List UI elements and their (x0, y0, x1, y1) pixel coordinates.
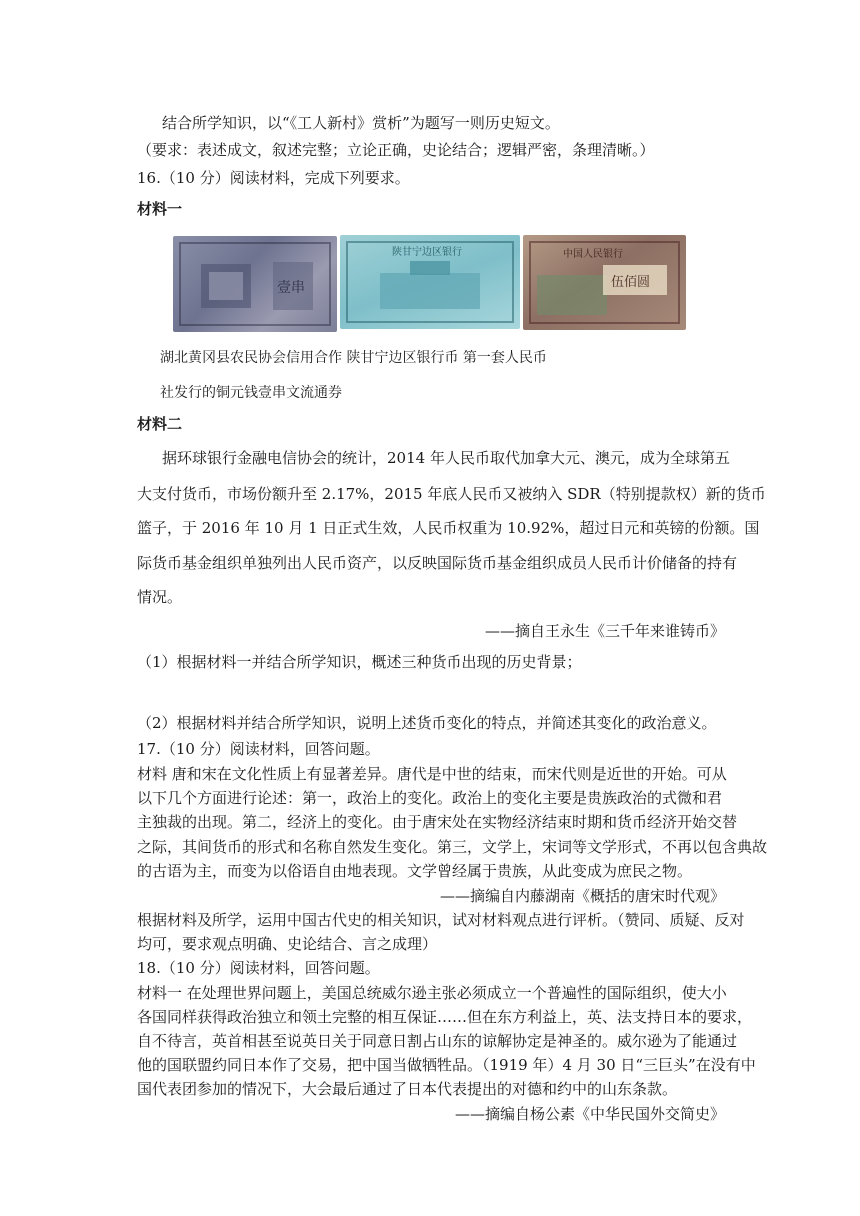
q17-heading: 17.（10 分）阅读材料，回答问题。 (137, 740, 380, 758)
q17-task-line: 均可，要求观点明确、史论结合、言之成理） (137, 935, 438, 953)
q18-material-line: 材料一 在处理世界问题上，美国总统威尔逊主张必须成立一个普遍性的国际组织，使大小 (137, 984, 727, 1002)
q18-material-line: 国代表团参加的情况下，大会最后通过了日本代表提出的对德和约中的山东条款。 (137, 1080, 678, 1098)
banknote-caption-line1: 湖北黄冈县农民协会信用合作 陕甘宁边区银行币 第一套人民币 (160, 350, 547, 366)
q17-material-line: 主独裁的出现。第二，经济上的变化。由于唐宋处在实物经济结束时期和货币经济开始交替 (137, 813, 738, 831)
q17-task-line: 根据材料及所学，运用中国古代史的相关知识，试对材料观点进行评析。（赞同、质疑、反对 (137, 911, 745, 929)
q18-material-line: 自不待言，英首相甚至说英日关于同意日割占山东的谅解协定是神圣的。威尔逊为了能通过 (137, 1032, 738, 1050)
q18-material-line: 他的国联盟约同日本作了交易，把中国当做牺牲品。（1919 年）4 月 30 日“三巨头”在没有中 (137, 1056, 756, 1074)
q18-source: ——摘编自杨公素《中华民国外交简史》 (454, 1105, 725, 1123)
q17-material-line: 以下几个方面进行论述：第一，政治上的变化。政治上的变化主要是贵族政治的式微和君 (137, 789, 723, 807)
banknote3-denomination: 伍佰圆 (611, 275, 651, 290)
banknote-image-shaanganning (340, 235, 520, 329)
material2-label: 材料二 (137, 415, 183, 433)
q16-subquestion-1: （1）根据材料一并结合所学知识，概述三种货币出现的历史背景； (137, 653, 582, 671)
intro-requirements: （要求：表述成文，叙述完整；立论正确，史论结合；逻辑严密，条理清晰。） (137, 141, 655, 159)
q16-subquestion-2: （2）根据材料并结合所学知识，说明上述货币变化的特点，并简述其变化的政治意义。 (137, 714, 717, 732)
q17-material-line: 材料 唐和宋在文化性质上有显著差异。唐代是中世的结束，而宋代则是近世的开始。可从 (137, 765, 727, 783)
q18-material-line: 各国同样获得政治独立和领土完整的相互保证……但在东方利益上，英、法支持日本的要求， (137, 1008, 753, 1026)
banknote-image-copper (173, 236, 337, 332)
q17-source: ——摘编自内藤湖南《概括的唐宋时代观》 (439, 887, 725, 905)
material1-label: 材料一 (137, 200, 183, 218)
banknote3-bank: 中国人民银行 (563, 249, 623, 260)
q17-material-line: 的古语为主，而变为以俗语自由地表现。文学曾经属于贵族，从此变成为庶民之物。 (137, 862, 693, 880)
q17-material-line: 之际，其间货币的形式和名称自然发生变化。第三，文学上，宋词等文学形式，不再以包含典故 (137, 838, 768, 856)
material2-text-line: 据环球银行金融电信协会的统计，2014 年人民币取代加拿大元、澳元，成为全球第五 (162, 449, 730, 467)
banknote1-denomination: 壹串 (277, 280, 305, 296)
q16-heading: 16.（10 分）阅读材料，完成下列要求。 (137, 169, 410, 187)
material2-text-line: 大支付货币，市场份额升至 2.17%，2015 年底人民币又被纳入 SDR（特别提款权）新的货币 (137, 485, 766, 503)
material2-text-line: 篮子，于 2016 年 10 月 1 日正式生效，人民币权重为 10.92%，超过日元和英镑的份额。国 (137, 519, 760, 537)
material2-text-line: 际货币基金组织单独列出人民币资产，以反映国际货币基金组织成员人民币计价储备的持有 (137, 554, 738, 572)
q18-heading: 18.（10 分）阅读材料，回答问题。 (137, 959, 380, 977)
banknote2-title: 陕甘宁边区银行 (392, 247, 462, 258)
intro-instruction: 结合所学知识，以“《工人新村》赏析”为题写一则历史短文。 (162, 114, 560, 132)
banknote-caption-line2: 社发行的铜元钱壹串文流通券 (160, 385, 342, 401)
material2-text-line: 情况。 (137, 588, 183, 606)
banknote-image-rmb (523, 235, 686, 330)
material2-source: ——摘自王永生《三千年来谁铸币》 (484, 622, 725, 640)
